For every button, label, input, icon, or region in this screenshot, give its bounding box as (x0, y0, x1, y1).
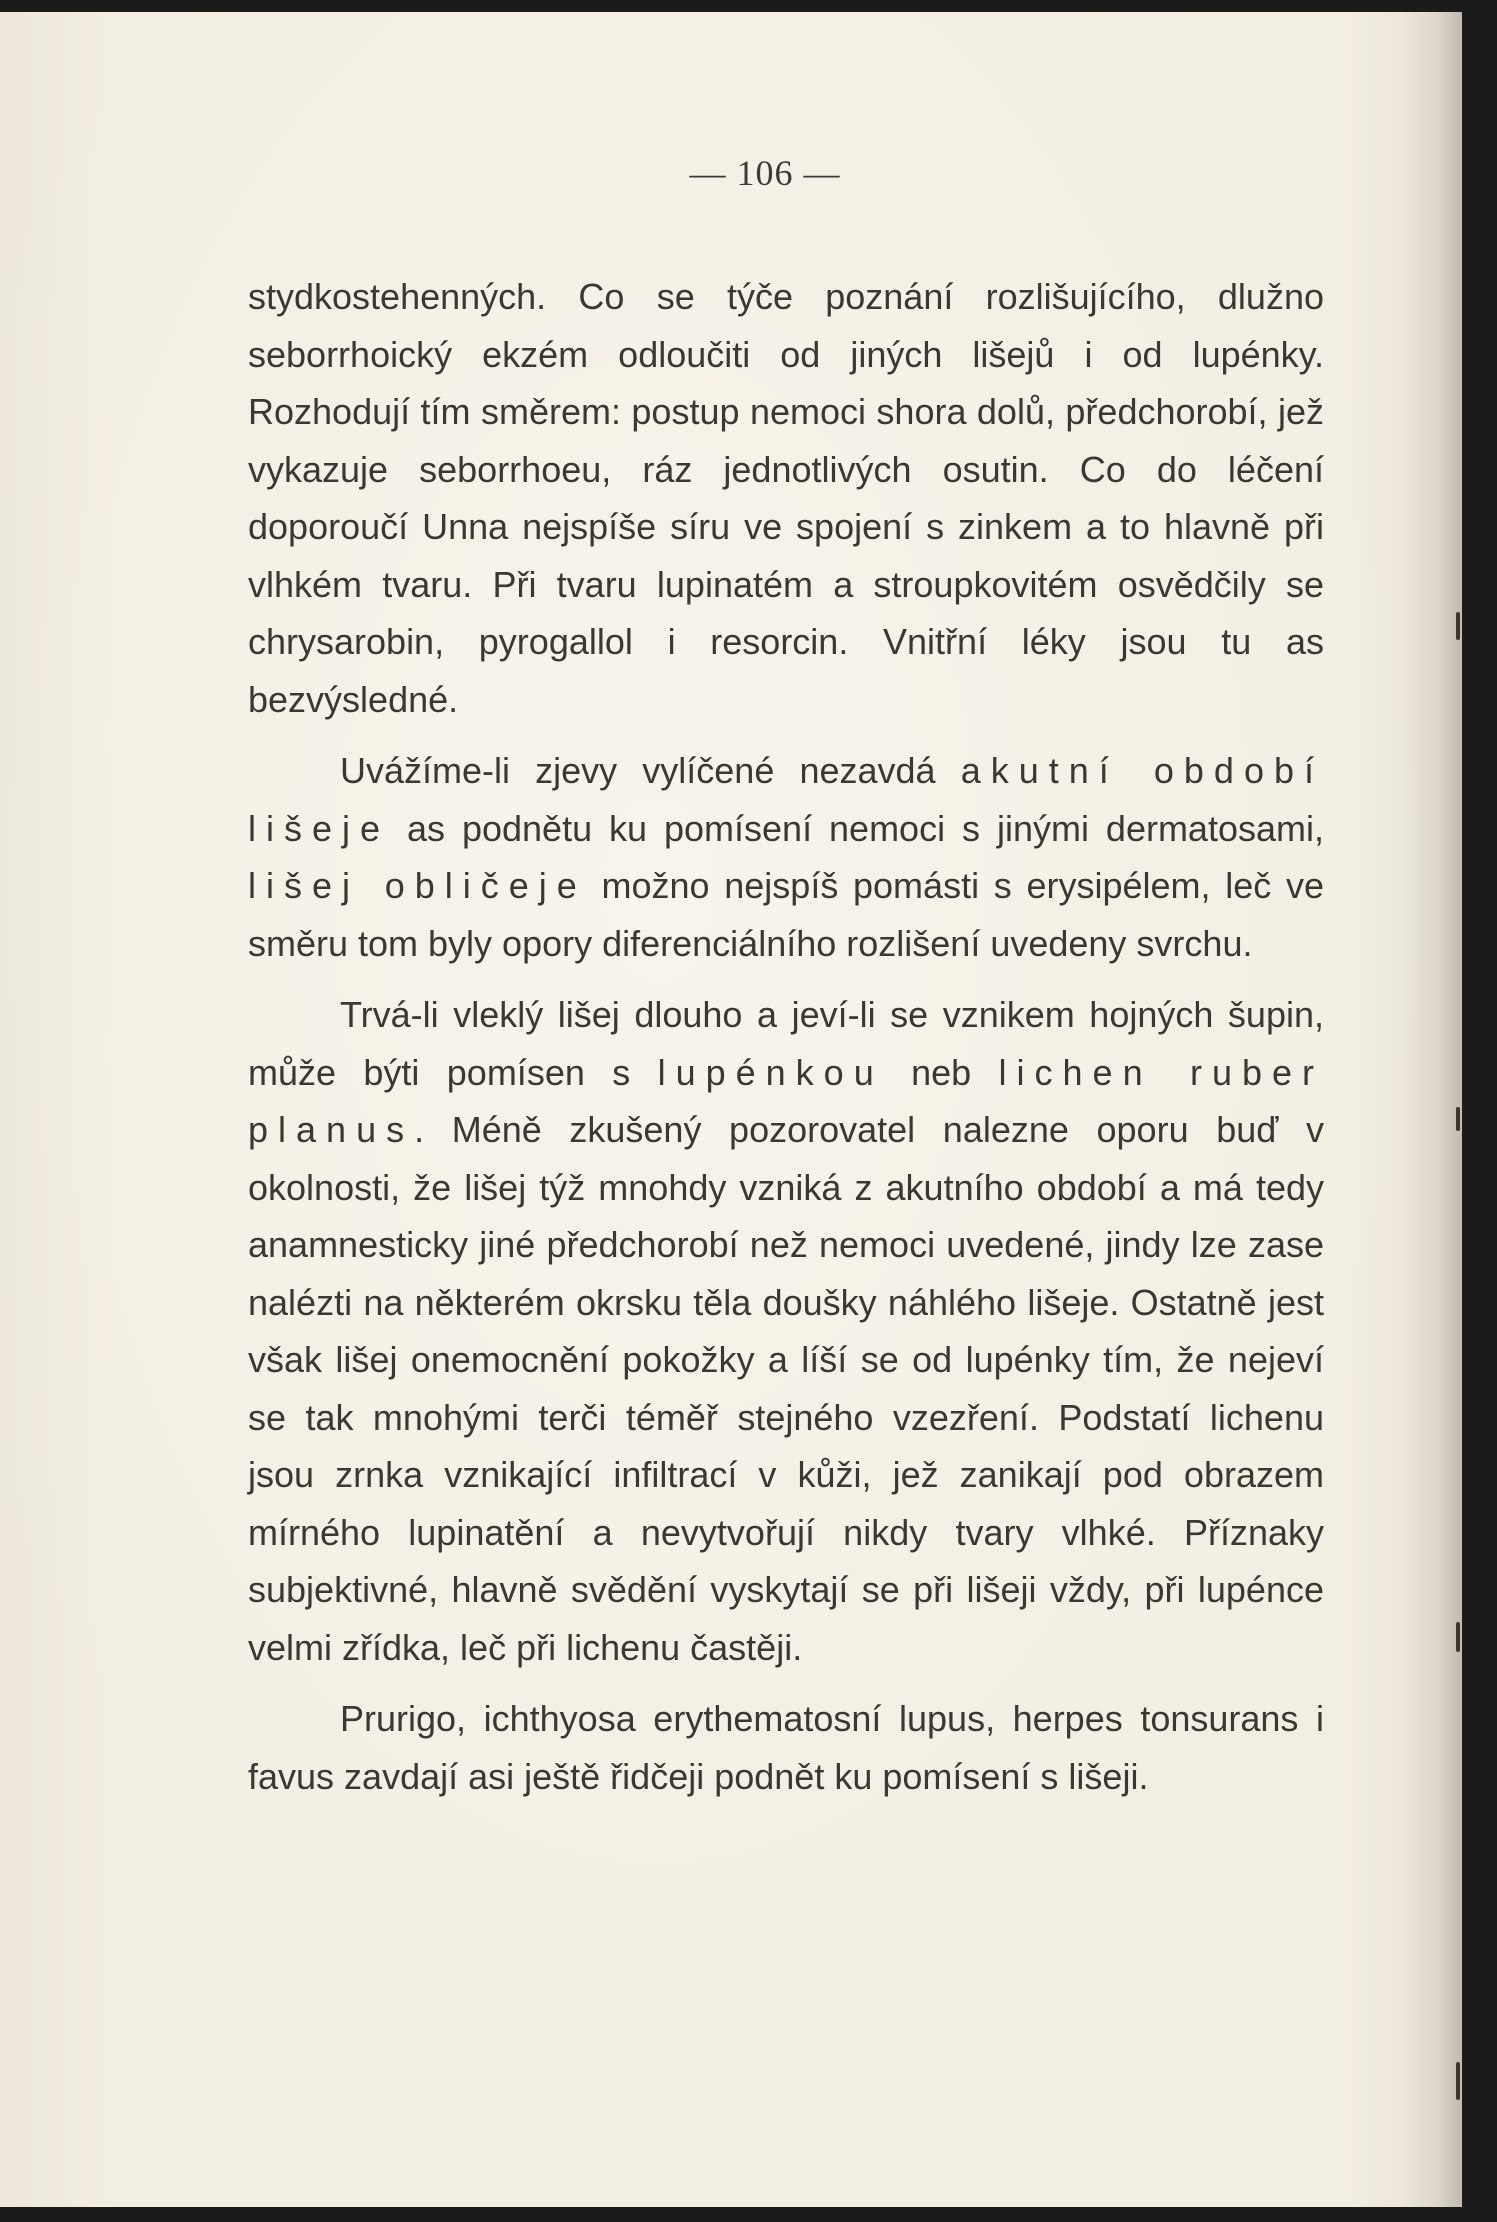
page-edge-mark (1456, 1107, 1460, 1131)
spaced-term-lichen-ruber-planus: lichen ruber planus (248, 1051, 1324, 1150)
paragraph-2-text-2: as podnětu ku pomísení nemoci s jinými dermatosami, (390, 807, 1324, 849)
paragraph-3-text-1: Trvá-li vleklý lišej dlouho a jeví-li se vznikem hojných šupin, může býti pomísen s (248, 994, 1324, 1093)
page-edge-mark (1456, 2062, 1460, 2100)
paragraph-3-text-2: neb (883, 1051, 999, 1093)
paragraph-2 (248, 742, 1324, 972)
paragraph-2-text-3: možno nejspíš pomásti s erysipélem, leč ve směru tom byly opory diferenciálního rozlišení uvedeny svrchu. (248, 865, 1324, 964)
page-number: — 106 — (689, 153, 841, 193)
paragraph-2-text-1: Uvážíme-li zjevy vylíčené nezavdá (340, 750, 961, 791)
page-edge-shadow (1402, 12, 1462, 2207)
paragraph-1: stydkostehenných. Co se týče poznání rozlišujícího, dlužno seborrhoický ekzém odloučiti od jiných lišejů i od lupénky. Rozhodují tím směrem: postup nemoci shora dolů, předchorobí, jež vykazuje seborrhoeu, ráz jednotlivých osutin. Co do léčení doporoučí Unna nejspíše síru ve spojení s zinkem a to hlavně při vlhkém tvaru. Při tvaru lupinatém a stroupkovitém osvědčily se chrysarobin, pyrogallol i resorcin. Vnitřní léky jsou tu as bezvýsledné. (248, 276, 1324, 720)
spaced-term-lisej-obliceje: lišej obličeje (248, 865, 587, 906)
paragraph-3-text-3: . Méně zkušený pozorovatel nalezne oporu buď v okolnosti, že lišej týž mnohdy vzniká z akutního období a má tedy anamnesticky jiné předchorobí než nemoci uvedené, jindy lze zase nalézti na některém okrsku těla doušky náhlého lišeje. Ostatně jest však lišej onemocnění pokožky a líší se od lupénky tím, že nejeví se tak mnohými terči téměř stejného vzezření. Podstatí lichenu jsou zrnka vznikající infiltrací v kůži, jež zanikají pod obrazem mírného lupinatění a nevytvořují nikdy tvary vlhké. Příznaky subjektivné, hlavně svědění vyskytají se při lišeji vždy, při lupénce velmi zřídka, leč při lichenu častěji. (248, 1109, 1324, 1668)
spaced-term-lupenkou: lupénkou (657, 1051, 884, 1093)
body-text (248, 268, 1324, 1805)
page-edge-mark (1456, 1622, 1460, 1652)
paragraph-3 (248, 986, 1324, 1676)
paragraph-4: Prurigo, ichthyosa erythematosní lupus, herpes tonsurans i favus zavdají asi ještě řidčeji podnět ku pomísení s lišeji. (248, 1698, 1324, 1797)
spaced-term-akutni-obdobi-liseje: akutní období lišeje (248, 750, 1325, 849)
page-edge-mark (1456, 612, 1460, 640)
